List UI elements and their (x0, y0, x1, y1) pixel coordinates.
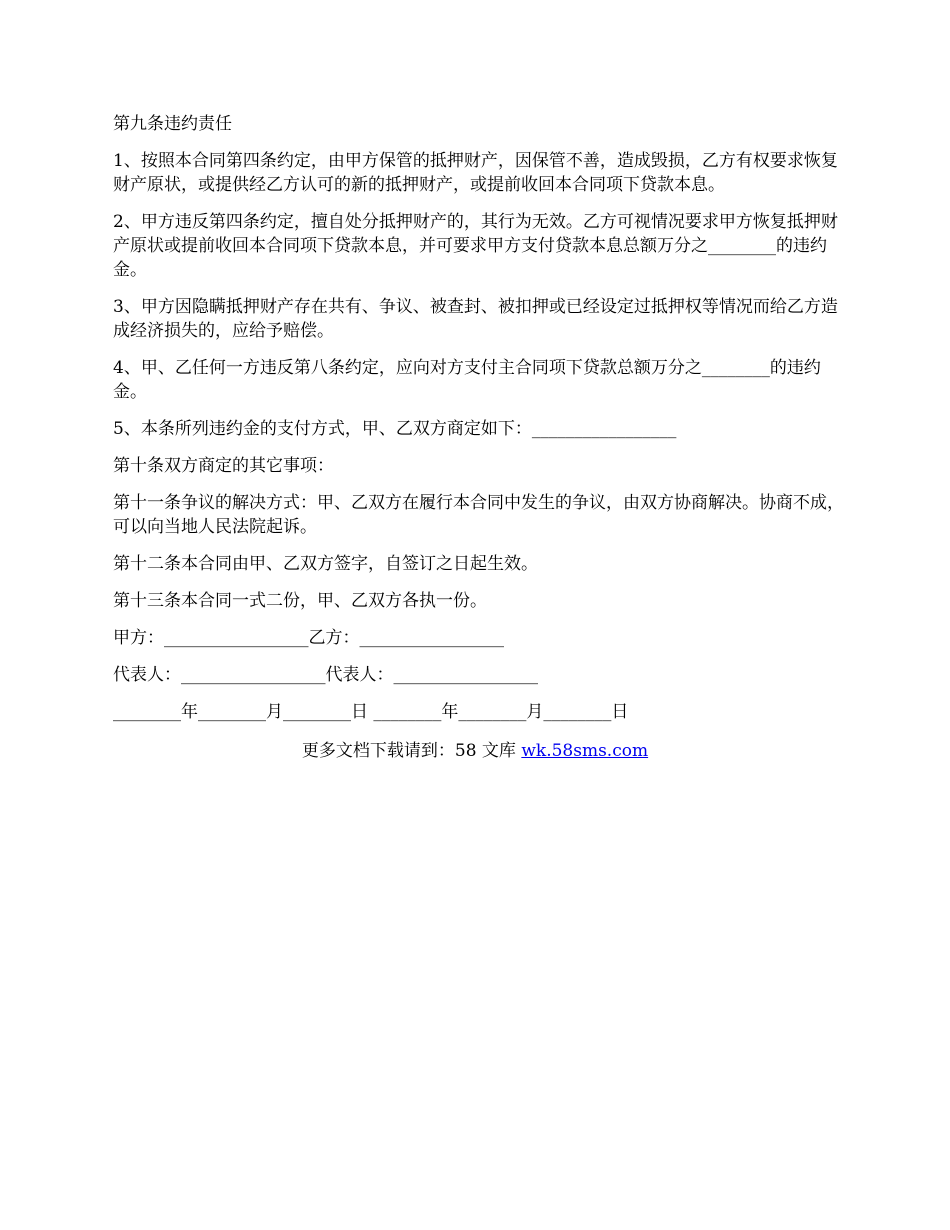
download-footer (0, 739, 950, 763)
document-body (113, 112, 853, 763)
article-12: 第十二条本合同由甲、乙双方签字，自签订之日起生效。 (113, 554, 538, 574)
article-9-clause-4: 4、甲、乙任何一方违反第八条约定，应向对方支付主合同项下贷款总额万分之________的违约金。 (113, 358, 821, 402)
date-line: ________年________月________日 ________年________月________日 (113, 702, 629, 722)
article-13: 第十三条本合同一式二份，甲、乙双方各执一份。 (113, 591, 487, 611)
article-9-title: 第九条违约责任 (113, 114, 232, 134)
article-9-clause-3: 3、甲方因隐瞒抵押财产存在共有、争议、被查封、被扣押或已经设定过抵押权等情况而给乙方造成经济损失的，应给予赔偿。 (113, 297, 838, 341)
article-10: 第十条双方商定的其它事项： (113, 456, 334, 476)
footer-link[interactable]: wk.58sms.com (521, 741, 649, 761)
article-9-clause-2: 2、甲方违反第四条约定，擅自处分抵押财产的，其行为无效。乙方可视情况要求甲方恢复抵押财产原状或提前收回本合同项下贷款本息，并可要求甲方支付贷款本息总额万分之________的违约金。 (113, 212, 838, 280)
article-9-clause-5: 5、本条所列违约金的支付方式，甲、乙双方商定如下：_________________ (113, 419, 677, 439)
party-signature-line: 甲方：_________________乙方：_________________ (113, 628, 504, 648)
article-9-clause-1: 1、按照本合同第四条约定，由甲方保管的抵押财产，因保管不善，造成毁损，乙方有权要求恢复财产原状，或提供经乙方认可的新的抵押财产，或提前收回本合同项下贷款本息。 (113, 151, 838, 195)
footer-text: 更多文档下载请到：58 文库 (301, 741, 522, 761)
representative-signature-line: 代表人：_________________代表人：_________________ (113, 665, 538, 685)
article-11: 第十一条争议的解决方式：甲、乙双方在履行本合同中发生的争议，由双方协商解决。协商不成，可以向当地人民法院起诉。 (113, 493, 844, 537)
